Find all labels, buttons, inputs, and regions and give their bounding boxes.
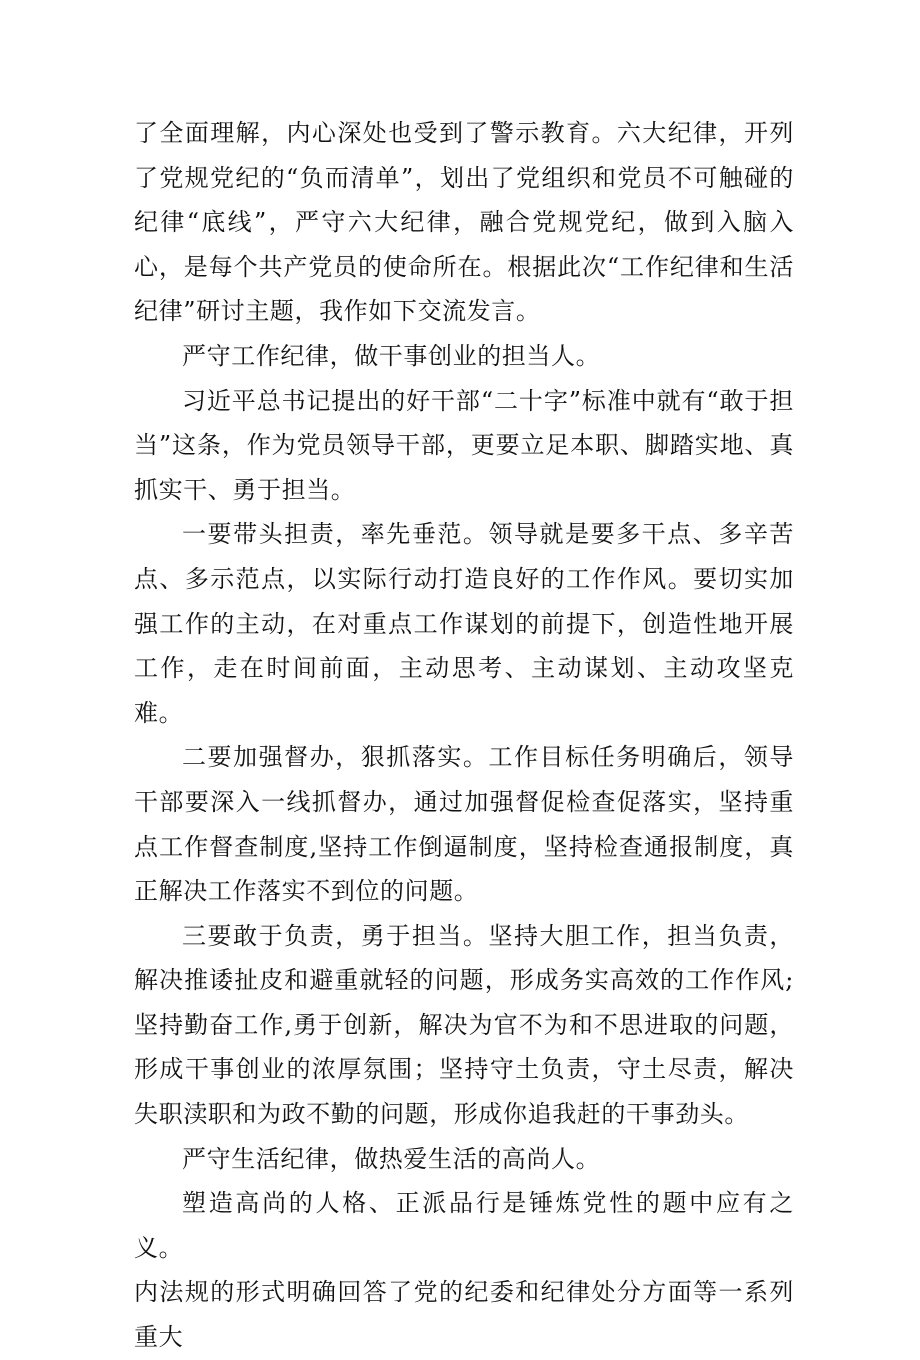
heading-life-discipline: 严守生活纪律，做热爱生活的高尚人。 [182,1144,601,1173]
paragraph-4: 二要加强督办，狠抓落实。工作目标任务明确后，领导干部要深入一线抓督办，通过加强督促检查促落实，坚持重点工作督查制度,坚持工作倒逼制度，坚持检查通报制度，真正解决工作落实不到位的问题。 [134,743,794,906]
document-body [134,111,794,1360]
paragraph-2: 习近平总书记提出的好干部“二十字”标准中就有“敢于担当”这条，作为党员领导干部，更要立足本职、脚踏实地、真抓实干、勇于担当。 [134,386,794,504]
paragraph-6: 塑造高尚的人格、正派品行是锤炼党性的题中应有之义。 [134,1189,794,1262]
heading-work-discipline: 严守工作纪律，做干事创业的担当人。 [182,341,601,370]
paragraph-3: 一要带头担责，率先垂范。领导就是要多干点、多辛苦点、多示范点，以实际行动打造良好的工作作风。要切实加强工作的主动，在对重点工作谋划的前提下，创造性地开展工作，走在时间前面，主动思考、主动谋划、主动攻坚克难。 [134,520,794,727]
paragraph-1: 了全面理解，内心深处也受到了警示教育。六大纪律，开列了党规党纪的“负而清单”，划出了党组织和党员不可触碰的纪律“底线”，严守六大纪律，融合党规党纪，做到入脑入心，是每个共产党员的使命所在。根据此次“工作纪律和生活纪律”研讨主题，我作如下交流发言。 [134,119,794,326]
paragraph-5: 三要敢于负责，勇于担当。坚持大胆工作，担当负责，解决推诿扯皮和避重就轻的问题，形成务实高效的工作作风;坚持勤奋工作,勇于创新，解决为官不为和不思进取的问题，形成干事创业的浓厚氛围；坚持守土负责，守土尽责，解决失职渎职和为政不勤的问题，形成你追我赶的干事劲头。 [134,921,794,1129]
paragraph-7: 内法规的形式明确回答了党的纪委和纪律处分方面等一系列重大 [134,1278,794,1352]
